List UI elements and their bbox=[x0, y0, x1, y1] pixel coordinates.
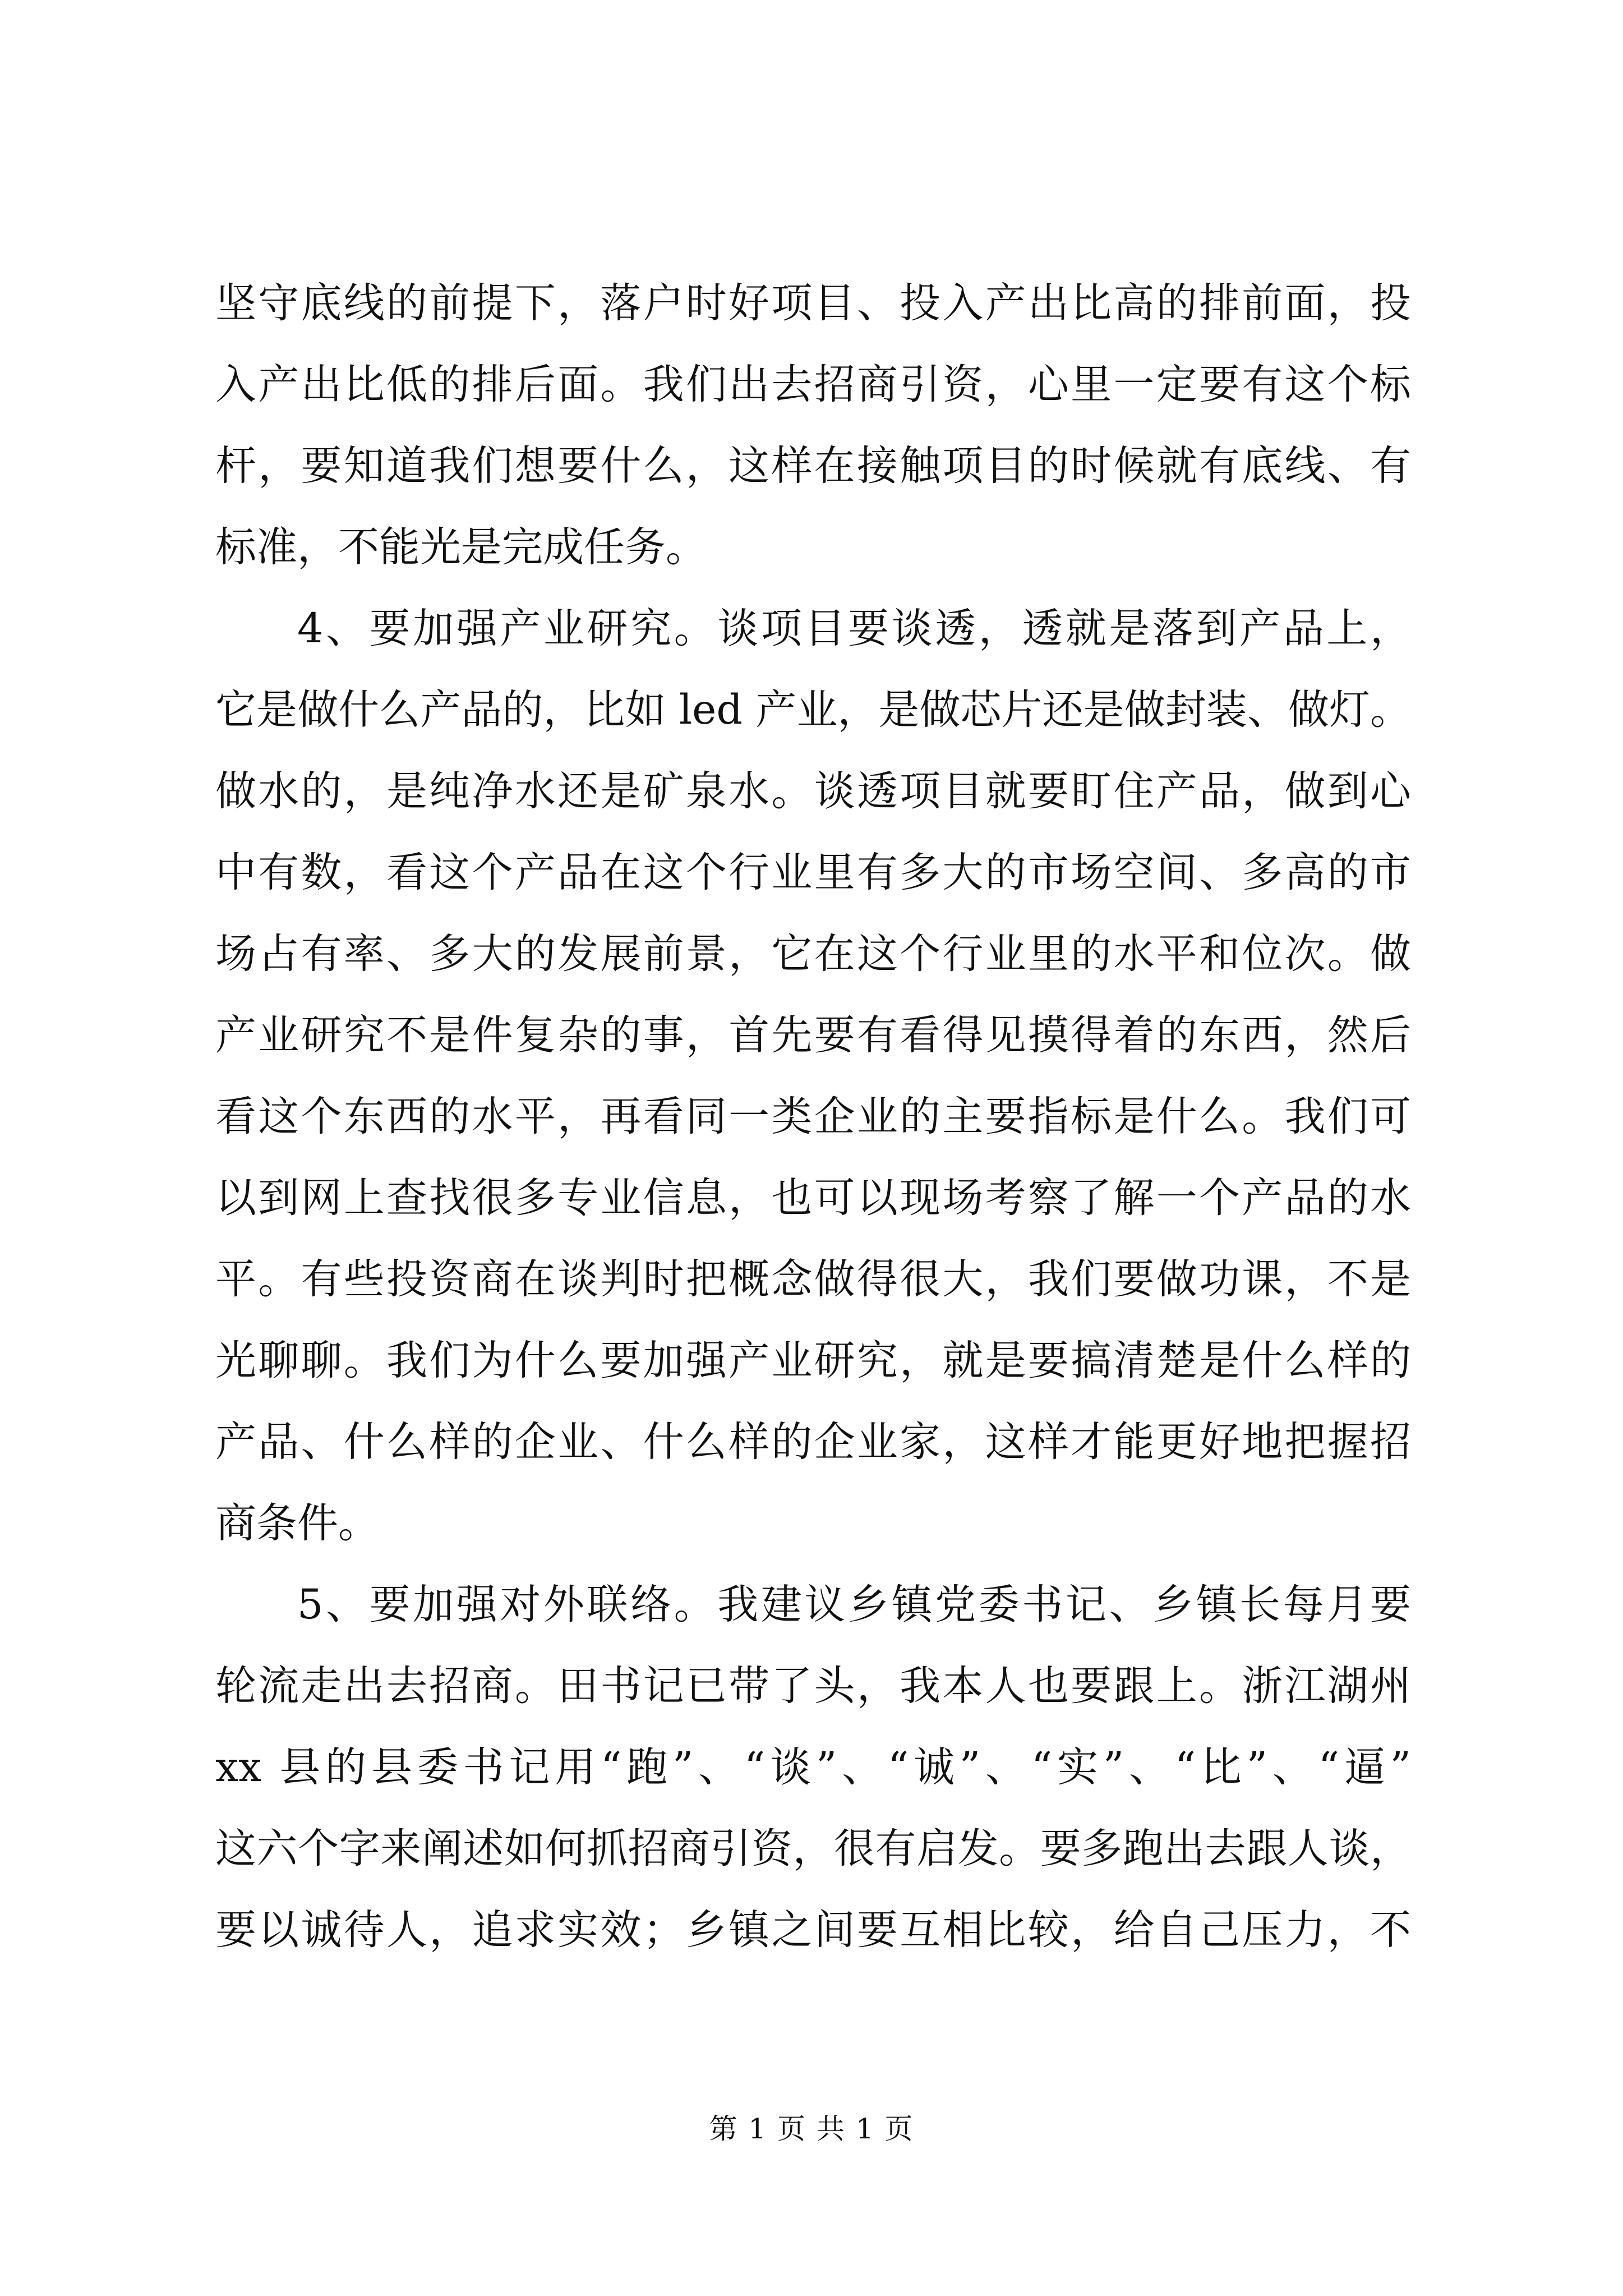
text-line: 场占有率、多大的发展前景，它在这个行业里的水平和位次。做 bbox=[215, 930, 1411, 978]
text-line: 看这个东西的水平，再看同一类企业的主要指标是什么。我们可 bbox=[215, 1093, 1411, 1140]
text-line: 产品、什么样的企业、什么样的企业家，这样才能更好地把握招 bbox=[215, 1418, 1411, 1466]
text-line: 标准，不能光是完成任务。 bbox=[215, 523, 707, 571]
text-line: 中有数，看这个产品在这个行业里有多大的市场空间、多高的市 bbox=[215, 849, 1411, 896]
text-line: 轮流走出去招商。田书记已带了头，我本人也要跟上。浙江湖州 bbox=[215, 1662, 1411, 1710]
text-line: xx 县的县委书记用“跑”、“谈”、“诚”、“实”、“比”、“逼” bbox=[215, 1743, 1411, 1791]
text-line: 坚守底线的前提下，落户时好项目、投入产出比高的排前面，投 bbox=[215, 279, 1411, 327]
text-line: 平。有些投资商在谈判时把概念做得很大，我们要做功课，不是 bbox=[215, 1255, 1411, 1303]
paragraph-2 bbox=[215, 588, 1411, 1564]
text-line: 商条件。 bbox=[215, 1499, 379, 1547]
text-line: 杆，要知道我们想要什么，这样在接触项目的时候就有底线、有 bbox=[215, 442, 1411, 490]
paragraph-1 bbox=[215, 263, 1411, 588]
page-footer: 第 1 页 共 1 页 bbox=[709, 2113, 914, 2145]
text-line: 4、要加强产业研究。谈项目要谈透，透就是落到产品上， bbox=[297, 605, 1411, 652]
paragraph-3 bbox=[215, 1564, 1411, 1971]
text-line: 要以诚待人，追求实效；乡镇之间要互相比较，给自己压力，不 bbox=[215, 1906, 1411, 1954]
text-line: 产业研究不是件复杂的事，首先要有看得见摸得着的东西，然后 bbox=[215, 1011, 1411, 1059]
text-line: 光聊聊。我们为什么要加强产业研究，就是要搞清楚是什么样的 bbox=[215, 1337, 1411, 1384]
document-body bbox=[215, 263, 1411, 1971]
text-line: 这六个字来阐述如何抓招商引资，很有启发。要多跑出去跟人谈， bbox=[215, 1825, 1411, 1872]
text-line: 它是做什么产品的，比如 led 产业，是做芯片还是做封装、做灯。 bbox=[215, 686, 1411, 734]
text-line: 做水的，是纯净水还是矿泉水。谈透项目就要盯住产品，做到心 bbox=[215, 767, 1411, 815]
text-line: 入产出比低的排后面。我们出去招商引资，心里一定要有这个标 bbox=[215, 361, 1411, 408]
text-line: 5、要加强对外联络。我建议乡镇党委书记、乡镇长每月要 bbox=[297, 1581, 1411, 1628]
text-line: 以到网上查找很多专业信息，也可以现场考察了解一个产品的水 bbox=[215, 1174, 1411, 1222]
